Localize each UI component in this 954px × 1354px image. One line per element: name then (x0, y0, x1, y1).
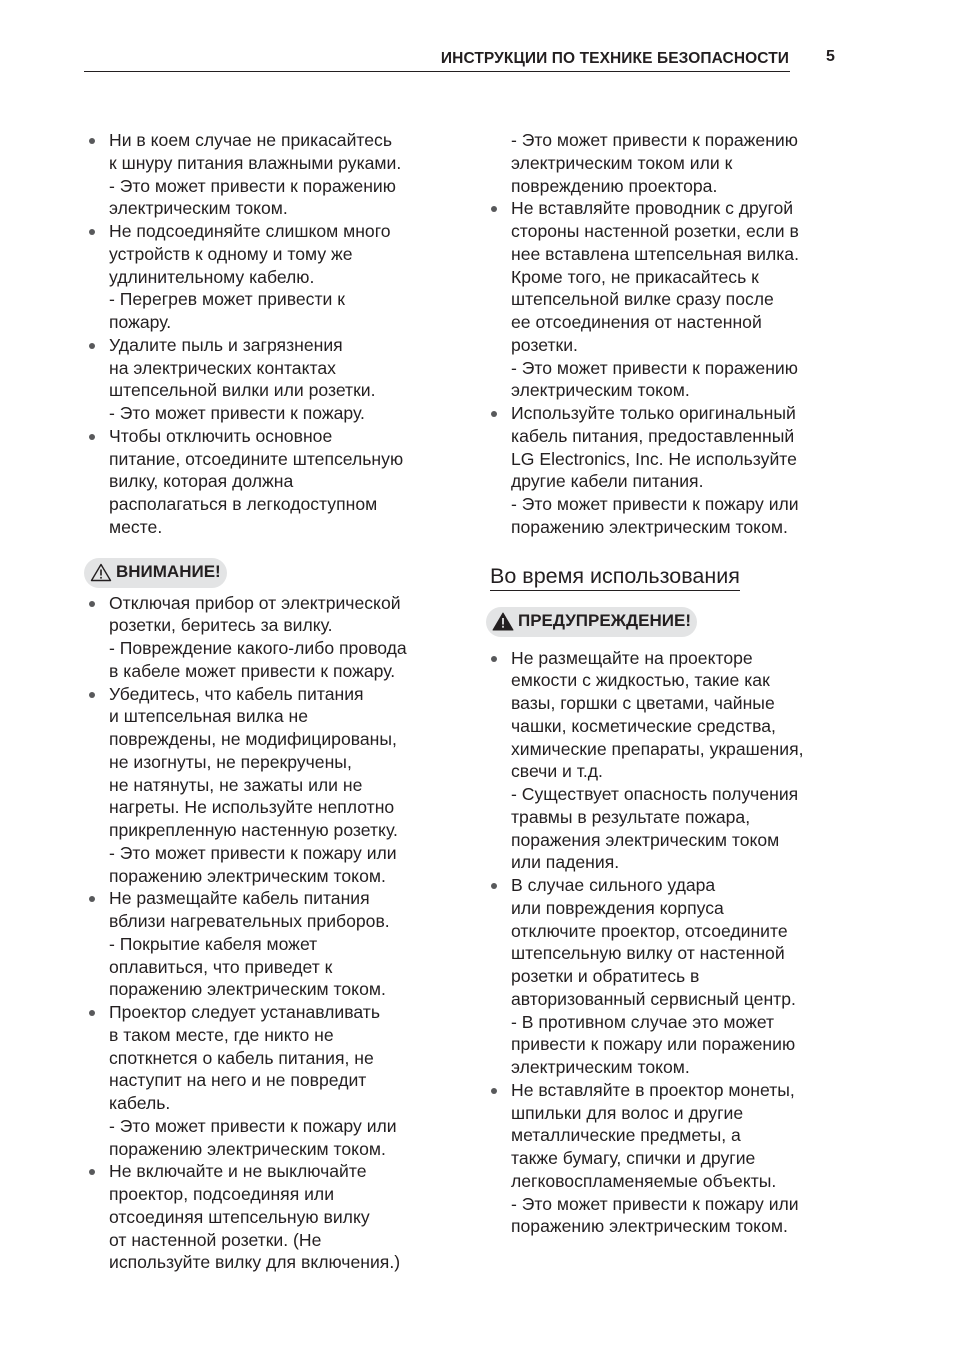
bullet-consequence: - Это может привести к пожару или поражению электрическим током. (109, 1115, 397, 1159)
bullet-dot-icon (89, 434, 95, 440)
bullet-item (88, 334, 448, 425)
bullet-dot-icon (89, 229, 95, 235)
bullet-item (490, 402, 850, 539)
bullet-dot-icon (491, 883, 497, 889)
bullet-text: Проектор следует устанавливать в таком месте, где никто не споткнется о кабель питания, не наступит на него и не повредит кабель. (109, 1002, 381, 1113)
bullet-dot-icon (491, 411, 497, 417)
bullet-dot-icon (89, 896, 95, 902)
left-column (88, 129, 448, 1274)
bullet-consequence: - Это может привести к пожару или поражению электрическим током. (511, 494, 799, 537)
left-top-list (88, 129, 448, 539)
bullet-item (88, 129, 448, 220)
bullet-item (88, 1001, 448, 1160)
bullet-text: Удалите пыль и загрязнения на электрических контактах штепсельной вилки или розетки. (109, 334, 376, 401)
bullet-text: Не вставляйте проводник с другой стороны настенной розетки, если в нее вставлена штепсельная вилка. Кроме того, не прикасайтесь к штепсельной вилке сразу после ее отсоединения от настенной розетки. (511, 198, 799, 355)
bullet-consequence: - В противном случае это может привести к пожару или поражению электрическим током. (511, 1011, 796, 1077)
bullet-dot-icon (491, 1088, 497, 1094)
bullet-consequence: - Существует опасность получения травмы в результате пожара, поражения электрическим током или падения. (511, 784, 799, 873)
bullet-text: Не включайте и не выключайте проектор, подсоединяя или отсоединяя штепсельную вилку от настенной розетки. (Не используйте вилку для включения.) (109, 1161, 401, 1273)
warning-triangle-icon (492, 612, 514, 631)
bullet-text: Не размещайте на проекторе емкости с жидкостью, такие как вазы, горшки с цветами, чайные чашки, косметические средства, химические препараты, украшения, свечи и т.д. (511, 647, 804, 782)
page-header-title: ИНСТРУКЦИИ ПО ТЕХНИКЕ БЕЗОПАСНОСТИ (440, 50, 789, 67)
bullet-item (490, 1079, 850, 1238)
bullet-item (88, 592, 448, 683)
bullet-item (490, 874, 850, 1079)
bullet-consequence: - Это может привести к поражению электрическим током. (511, 357, 798, 401)
bullet-text: В случае сильного удара или повреждения корпуса отключите проектор, отсоедините штепсельную вилку от настенной розетки и обратитесь в авторизованный сервисный центр. (511, 875, 796, 1009)
bullet-text: Отключая прибор от электрической розетки, беритесь за вилку. (109, 592, 401, 636)
bullet-item (88, 887, 448, 1001)
bullet-item (88, 425, 448, 539)
bullet-dot-icon (89, 138, 95, 144)
bullet-text: Не вставляйте в проектор монеты, шпильки для волос и другие металлические предметы, а также бумагу, спички и другие легковоспламеняемые объекты. (511, 1079, 795, 1191)
header-rule (84, 71, 790, 72)
caution-list (88, 592, 448, 1275)
bullet-text: Убедитесь, что кабель питания и штепсельная вилка не повреждены, не модифицированы, не изогнуты, не перекручены, не натянуты, не зажаты или не нагреты. Не используйте неплотно прикрепленную настенную розетку. (109, 683, 398, 840)
bullet-text: Не размещайте кабель питания вблизи нагревательных приборов. (109, 888, 390, 931)
continued-consequence-text: - Это может привести к поражению электрическим током или к повреждению проектора. (511, 130, 798, 196)
warning-list (490, 647, 850, 1239)
right-top-list (490, 197, 850, 538)
bullet-item (88, 683, 448, 888)
page-number: 5 (826, 48, 835, 65)
caution-triangle-icon (90, 563, 112, 582)
bullet-item (88, 220, 448, 334)
bullet-dot-icon (89, 601, 95, 607)
bullet-consequence: - Покрытие кабеля может оплавиться, что приведет к поражению электрическим током. (109, 933, 386, 1000)
bullet-dot-icon (491, 656, 497, 662)
warning-badge (486, 607, 697, 637)
bullet-item (490, 197, 850, 402)
bullet-consequence: - Это может привести к пожару или поражению электрическим током. (511, 1193, 799, 1237)
bullet-consequence: - Перегрев может привести к пожару. (109, 289, 345, 332)
bullet-text: Не подсоединяйте слишком много устройств к одному и тому же удлинительному кабелю. (109, 221, 391, 287)
section-heading: Во время использования (490, 563, 740, 591)
bullet-dot-icon (89, 1010, 95, 1016)
bullet-item (88, 1160, 448, 1274)
bullet-consequence: - Это может привести к поражению электрическим током. (109, 175, 396, 219)
bullet-item (490, 647, 850, 875)
bullet-dot-icon (89, 692, 95, 698)
bullet-consequence: - Повреждение какого-либо провода в кабеле может привести к пожару. (109, 638, 407, 681)
continued-consequence (490, 129, 850, 197)
caution-label: ВНИМАНИЕ! (116, 562, 221, 582)
bullet-dot-icon (89, 1169, 95, 1175)
bullet-consequence: - Это может привести к пожару. (109, 403, 365, 423)
bullet-consequence: - Это может привести к пожару или поражению электрическим током. (109, 842, 397, 886)
warning-label: ПРЕДУПРЕЖДЕНИЕ! (518, 611, 691, 631)
bullet-dot-icon (491, 206, 497, 212)
bullet-text: Используйте только оригинальный кабель питания, предоставленный LG Electronics, Inc. Не используйте другие кабели питания. (511, 403, 797, 492)
right-column (490, 129, 850, 1238)
caution-badge (84, 558, 227, 588)
bullet-text: Чтобы отключить основное питание, отсоедините штепсельную вилку, которая должна располагаться в легкодоступном месте. (109, 425, 404, 537)
bullet-dot-icon (89, 343, 95, 349)
bullet-text: Ни в коем случае не прикасайтесь к шнуру питания влажными руками. (109, 130, 402, 173)
